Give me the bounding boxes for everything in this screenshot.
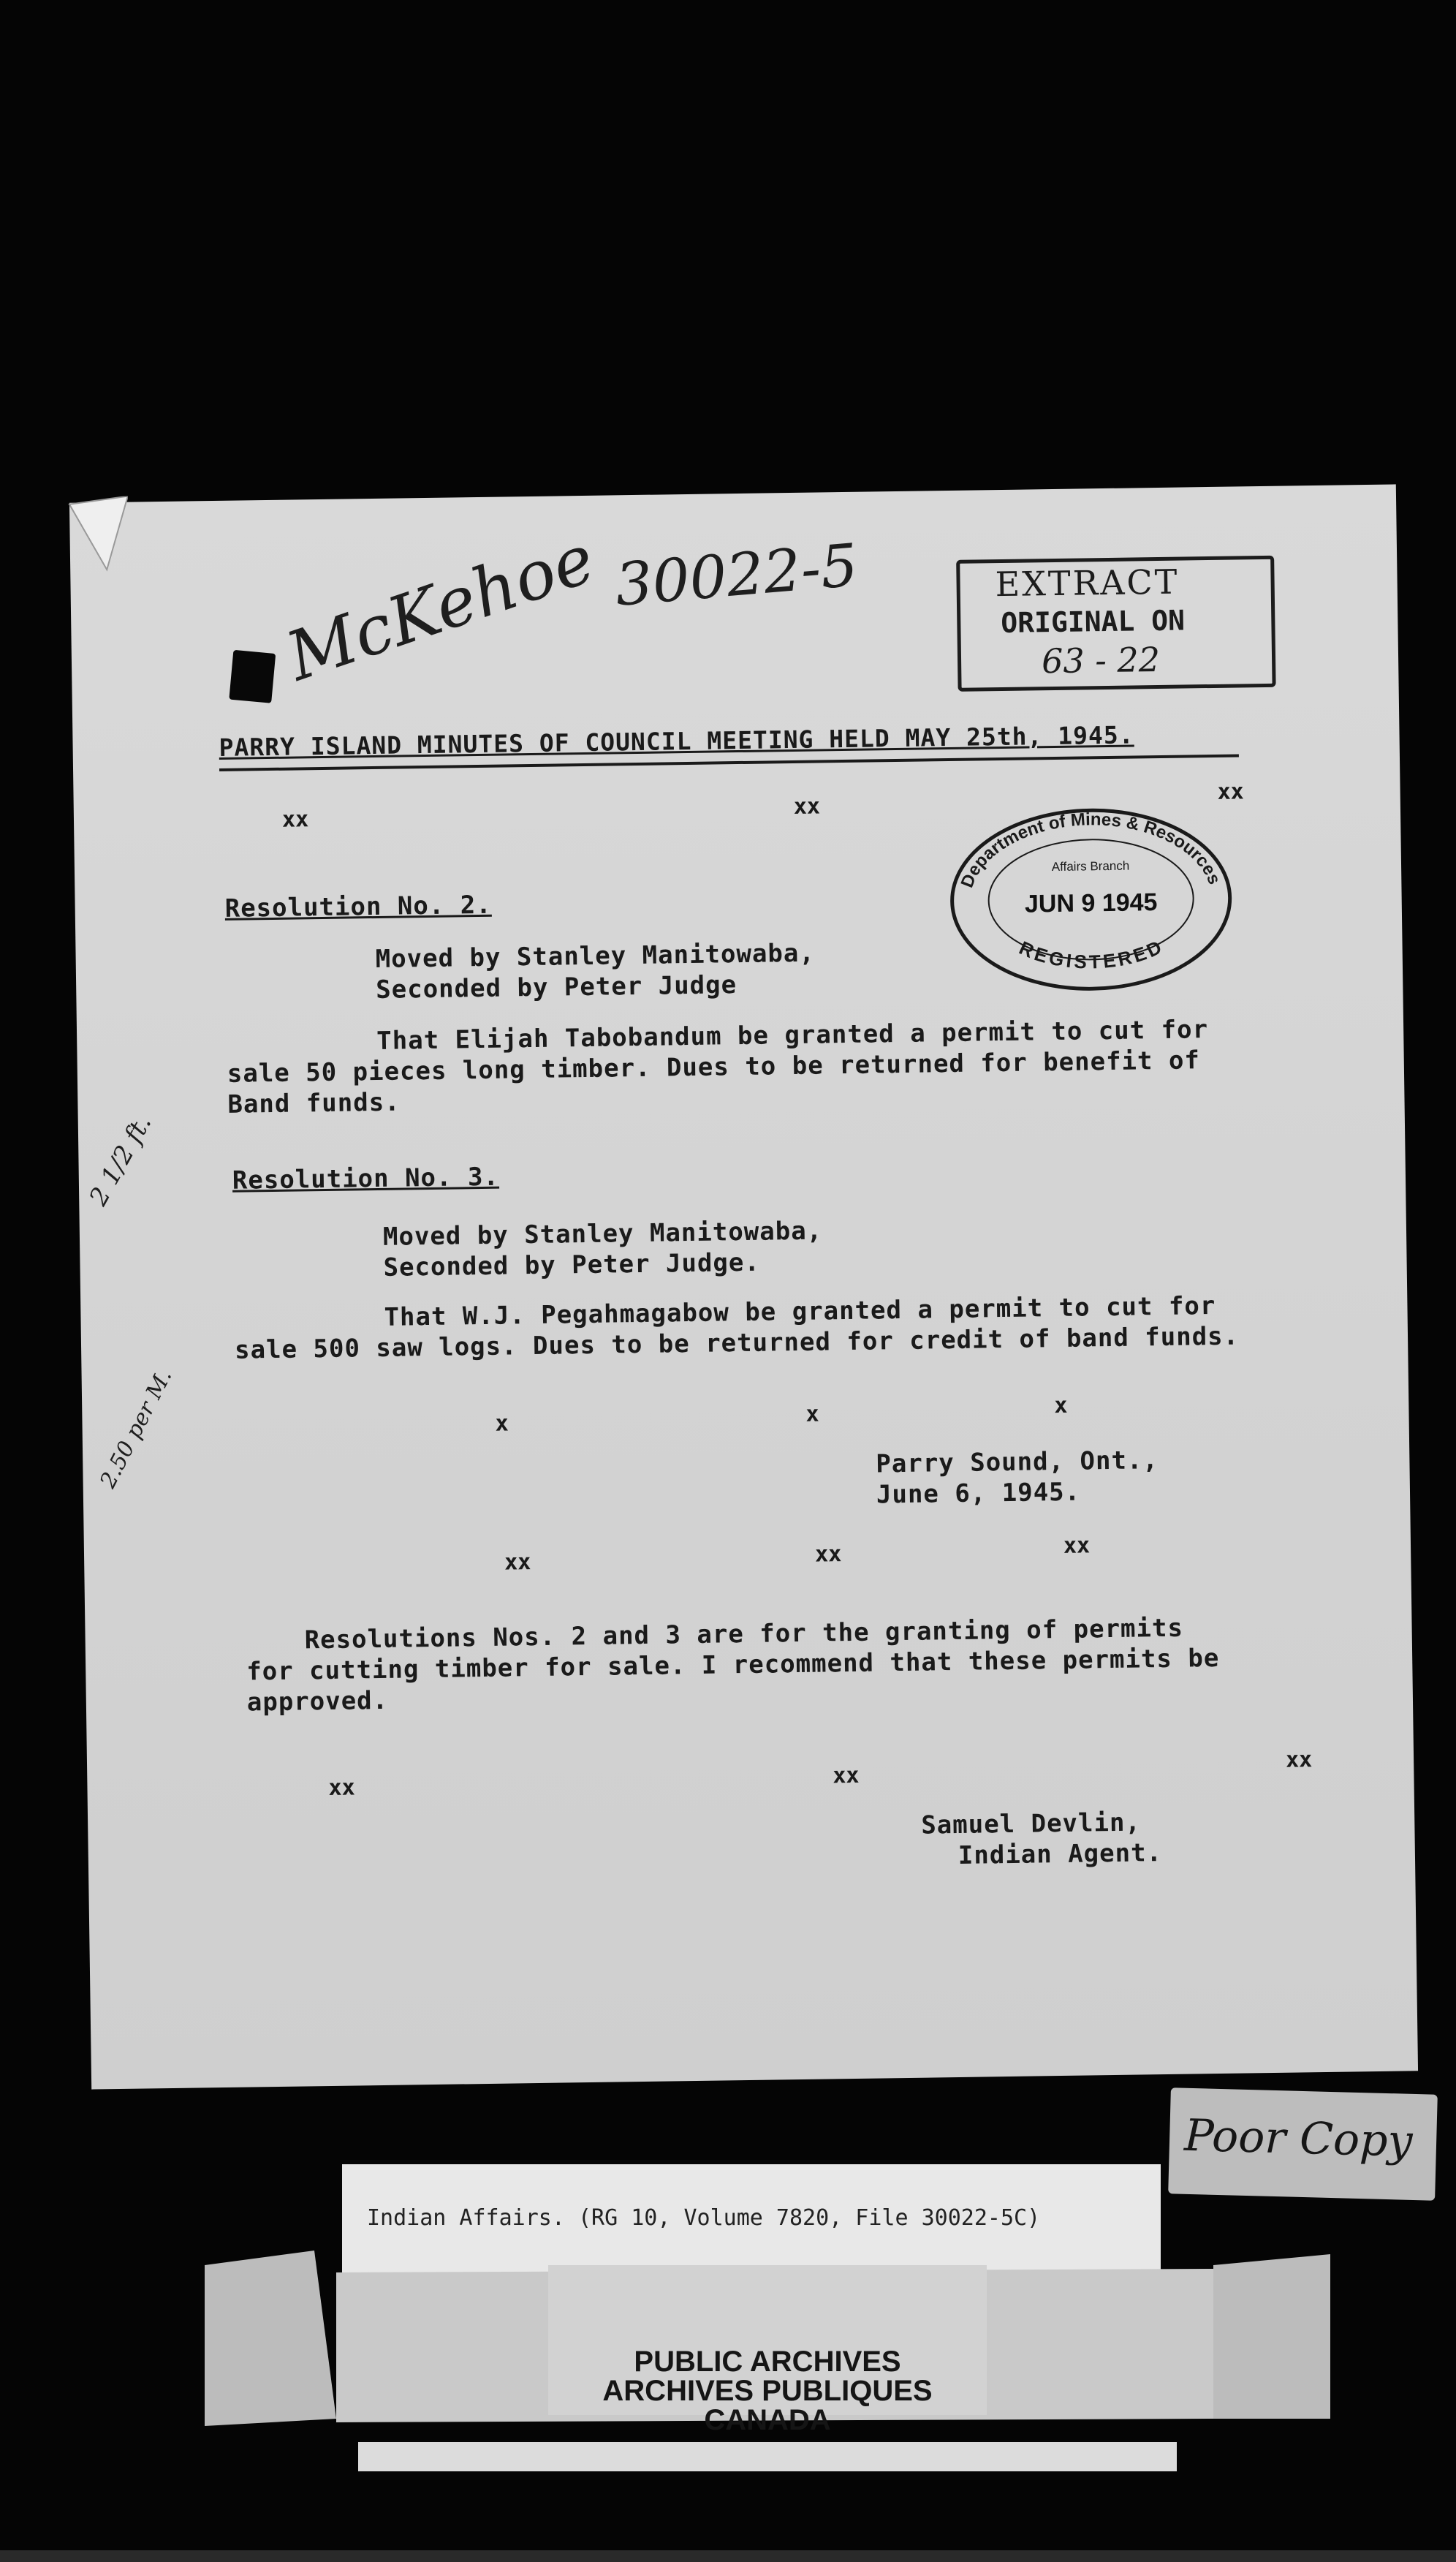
separator-x: x xyxy=(805,1401,819,1427)
poor-copy-label xyxy=(1168,2087,1438,2201)
separator-xx: xx xyxy=(793,793,821,820)
archive-stamp-line-1: PUBLIC ARCHIVES xyxy=(634,2346,901,2378)
folded-corner xyxy=(55,496,129,578)
stamp-department-text: Department of Mines & Resources xyxy=(957,809,1225,891)
date-line: June 6, 1945. xyxy=(876,1477,1081,1510)
separator-x: x xyxy=(1054,1392,1068,1419)
signature-name: Samuel Devlin, xyxy=(921,1807,1142,1840)
stamp-date-text: JUN 9 1945 xyxy=(1024,888,1158,918)
resolution-2-line-1: That Elijah Tabobandum be granted a permit to cut for xyxy=(376,1015,1209,1056)
archive-stamp-line-2: ARCHIVES PUBLIQUES xyxy=(602,2375,933,2407)
recommendation-line-3: approved. xyxy=(246,1685,389,1718)
resolution-3-seconded: Seconded by Peter Judge. xyxy=(383,1247,761,1282)
resolution-3-heading: Resolution No. 3. xyxy=(232,1162,500,1195)
stamp-extract-text: EXTRACT xyxy=(995,562,1180,605)
stamp-branch-text: Affairs Branch xyxy=(1051,858,1130,874)
received-stamp xyxy=(944,801,1239,1000)
resolution-2-seconded: Seconded by Peter Judge xyxy=(376,970,738,1005)
resolution-3-line-1: That W.J. Pegahmagabow be granted a permit to cut for xyxy=(384,1291,1216,1332)
stamp-registered-text: REGISTERED xyxy=(1015,934,1168,973)
black-tab-mark xyxy=(229,650,276,703)
separator-xx: xx xyxy=(833,1762,860,1789)
stamp-original-on-text: ORIGINAL ON xyxy=(1001,604,1186,639)
separator-xx: xx xyxy=(1217,779,1244,805)
resolution-2-moved: Moved by Stanley Manitowaba, xyxy=(375,938,816,974)
resolution-2-line-2: sale 50 pieces long timber. Dues to be returned for benefit of xyxy=(227,1046,1201,1089)
recommendation-line-1: Resolutions Nos. 2 and 3 are for the granting of permits xyxy=(304,1613,1184,1655)
separator-xx: xx xyxy=(504,1549,531,1576)
resolution-3-moved: Moved by Stanley Manitowaba, xyxy=(382,1216,823,1252)
separator-xx: xx xyxy=(281,806,309,833)
separator-xx: xx xyxy=(328,1775,355,1801)
resolution-3-line-2: sale 500 saw logs. Dues to be returned for credit of band funds. xyxy=(234,1321,1240,1365)
handwritten-name: McKehoe xyxy=(277,519,604,697)
document-page xyxy=(69,484,1418,2089)
archive-reference-text: Indian Affairs. (RG 10, Volume 7820, File 30022-5C) xyxy=(367,2205,1041,2231)
resolution-2-line-3: Band funds. xyxy=(227,1087,401,1119)
resolution-2-heading: Resolution No. 2. xyxy=(224,890,492,923)
separator-xx: xx xyxy=(1285,1747,1313,1773)
poor-copy-text: Poor Copy xyxy=(1183,2109,1414,2167)
extract-stamp xyxy=(956,556,1275,692)
stamp-file-number: 63 - 22 xyxy=(1041,639,1161,681)
separator-xx: xx xyxy=(1063,1533,1091,1559)
separator-xx: xx xyxy=(814,1541,842,1568)
recommendation-line-2: for cutting timber for sale. I recommend that these permits be xyxy=(246,1643,1220,1687)
place-line: Parry Sound, Ont., xyxy=(876,1446,1159,1479)
archive-stamp-line-3: CANADA xyxy=(704,2404,831,2436)
margin-note-resolution-3: 2.50 per M. xyxy=(95,1365,178,1493)
bottom-edge xyxy=(0,2550,1456,2562)
signature-title: Indian Agent. xyxy=(958,1838,1163,1870)
separator-x: x xyxy=(495,1410,509,1437)
archive-stamp-band xyxy=(205,2243,1330,2437)
handwritten-file-number: 30022-5 xyxy=(613,531,861,619)
bottom-paper-strip xyxy=(358,2442,1177,2471)
margin-note-resolution-2: 2 1/2 ft. xyxy=(83,1110,158,1211)
document-title: PARRY ISLAND MINUTES OF COUNCIL MEETING HELD MAY 25th, 1945. xyxy=(219,720,1134,762)
